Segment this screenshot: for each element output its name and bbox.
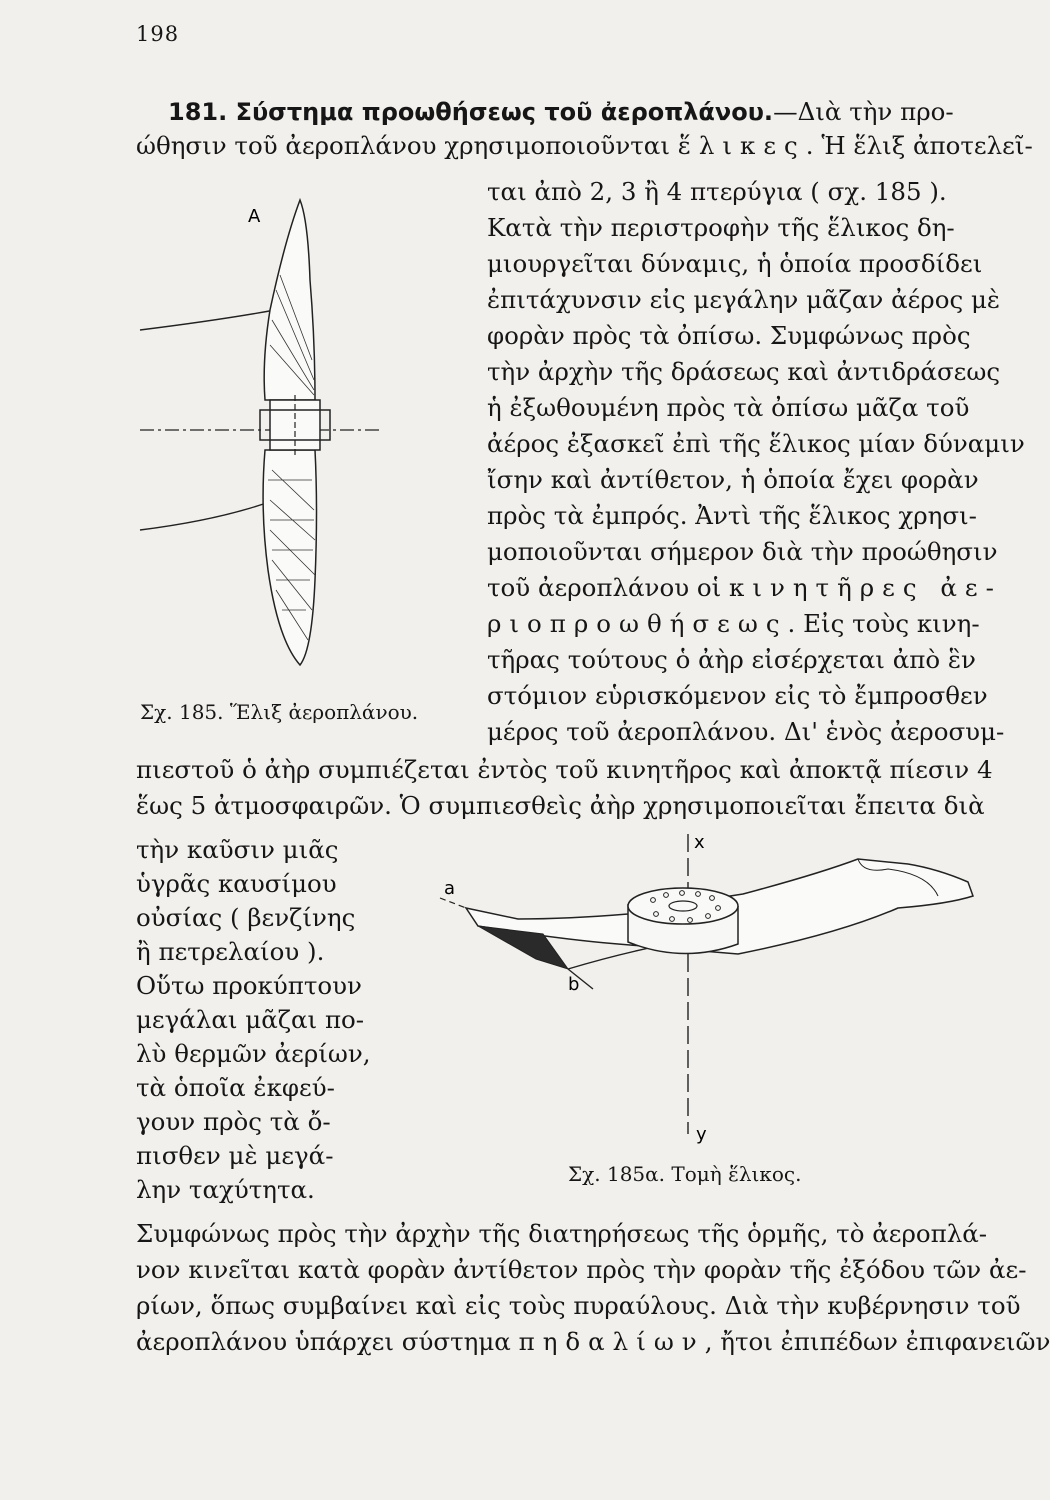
text-line: ἀεροπλάνου ὑπάρχει σύστημα	[136, 1327, 511, 1356]
axis-label-x: x	[694, 832, 705, 853]
text-line: τὴν ἀρχὴν τῆς δράσεως καὶ ἀντιδράσεως	[487, 357, 1001, 386]
text-line: ρίων, ὅπως συμβαίνει καὶ εἰς τοὺς πυραύλους. Διὰ τὴν κυβέρνησιν τοῦ	[136, 1291, 1021, 1320]
text-line: ἐπιτάχυνσιν εἰς μεγάλην μᾶζαν ἀέρος μὲ	[487, 285, 1001, 314]
text-line: μοποιοῦνται σήμερον διὰ τὴν προώθησιν	[487, 537, 998, 566]
section-heading: 181. Σύστημα προωθήσεως τοῦ ἀεροπλάνου.	[168, 98, 774, 126]
text-line-group	[136, 1326, 1050, 1358]
section-heading-line	[168, 96, 954, 128]
text-line: τὰ ὁποῖα ἐκφεύ-	[136, 1073, 335, 1102]
text-line: ὑγρᾶς καυσίμου	[136, 869, 337, 898]
text-line: , ἤτοι ἐπιπέδων ἐπιφανειῶν	[704, 1327, 1050, 1356]
text-line: λην ταχύτητα.	[136, 1175, 315, 1204]
spaced-term: πηδαλίων	[518, 1327, 705, 1356]
text-line: Οὕτω προκύπτουν	[136, 971, 362, 1000]
text-line: τῆρας τούτους ὁ ἀὴρ εἰσέρχεται ἀπὸ ἓν	[487, 645, 976, 674]
spaced-term: ριοπροωθήσεως	[487, 609, 788, 638]
text-line: ἴσην καὶ ἀντίθετον, ἡ ὁποία ἔχει φορὰν	[487, 465, 979, 494]
text-line: Συμφώνως πρὸς τὴν ἀρχὴν τῆς διατηρήσεως τῆς ὁρμῆς, τὸ ἀεροπλά-	[136, 1219, 988, 1248]
figure-label-a: A	[248, 206, 261, 227]
text-line: πιεστοῦ ὁ ἀὴρ συμπιέζεται ἐντὸς τοῦ κινητῆρος καὶ ἀποκτᾷ πίεσιν 4	[136, 755, 993, 784]
text-line: ἢ πετρελαίου ).	[136, 937, 325, 966]
text-line: νον κινεῖται κατὰ φορὰν ἀντίθετον πρὸς τὴν φορὰν τῆς ἐξόδου τῶν ἀε-	[136, 1255, 1027, 1284]
text-line: ἀέρος ἐξασκεῖ ἐπὶ τῆς ἕλικος μίαν δύναμιν	[487, 429, 1025, 458]
text-line: ἕως 5 ἀτμοσφαιρῶν. Ὁ συμπιεσθεὶς ἀὴρ χρησιμοποιεῖται ἔπειτα διὰ	[136, 791, 985, 820]
text-line: . Ἡ ἕλιξ ἀποτελεῖ-	[805, 131, 1033, 160]
propeller-section-figure	[418, 834, 988, 1154]
spaced-term: κινητῆρες ἀε-	[729, 573, 1002, 602]
text-line: ώθησιν τοῦ ἀεροπλάνου χρησιμοποιοῦνται	[136, 131, 670, 160]
text-line: μιουργεῖται δύναμις, ἡ ὁποία προσδίδει	[487, 249, 983, 278]
text-line: τοῦ ἀεροπλάνου οἱ	[487, 573, 722, 602]
text-line: τὴν καῦσιν μιᾶς	[136, 835, 339, 864]
text-line: ἡ ἐξωθουμένη πρὸς τὰ ὀπίσω μᾶζα τοῦ	[487, 393, 970, 422]
text-line: στόμιον εὑρισκόμενον εἰς τὸ ἔμπροσθεν	[487, 681, 988, 710]
spaced-term: ἕλικες	[677, 131, 806, 160]
text-line: οὐσίας ( βενζίνης	[136, 903, 356, 932]
text-line: πρὸς τὰ ἐμπρός. Ἀντὶ τῆς ἕλικος χρησι-	[487, 501, 977, 530]
text-line-group	[136, 130, 1033, 162]
figure-185a-caption: Σχ. 185α. Τομὴ ἕλικος.	[568, 1162, 802, 1186]
text-line: —Διὰ τὴν προ-	[773, 97, 954, 126]
propeller-figure	[140, 180, 480, 700]
point-label-b: b	[568, 974, 580, 995]
text-line: μεγάλαι μᾶζαι πο-	[136, 1005, 365, 1034]
text-line-group	[487, 608, 980, 640]
text-line-group	[487, 572, 1002, 604]
text-line: λὺ θερμῶν ἀερίων,	[136, 1039, 371, 1068]
text-line: φορὰν πρὸς τὰ ὀπίσω. Συμφώνως πρὸς	[487, 321, 971, 350]
text-line: ται ἀπὸ 2, 3 ἢ 4 πτερύγια ( σχ. 185 ).	[487, 177, 947, 206]
text-line: Κατὰ τὴν περιστροφὴν τῆς ἕλικος δη-	[487, 213, 955, 242]
text-line: γουν πρὸς τὰ ὄ-	[136, 1107, 331, 1136]
point-label-a: a	[444, 878, 456, 899]
page-number: 198	[136, 22, 180, 46]
text-line: . Εἰς τοὺς κινη-	[787, 609, 980, 638]
text-line: μέρος τοῦ ἀεροπλάνου. Δι' ἑνὸς ἀεροσυμ-	[487, 717, 1005, 746]
text-line: πισθεν μὲ μεγά-	[136, 1141, 334, 1170]
axis-label-y: y	[696, 1124, 707, 1145]
figure-185-caption: Σχ. 185. Ἕλιξ ἀεροπλάνου.	[140, 700, 419, 724]
